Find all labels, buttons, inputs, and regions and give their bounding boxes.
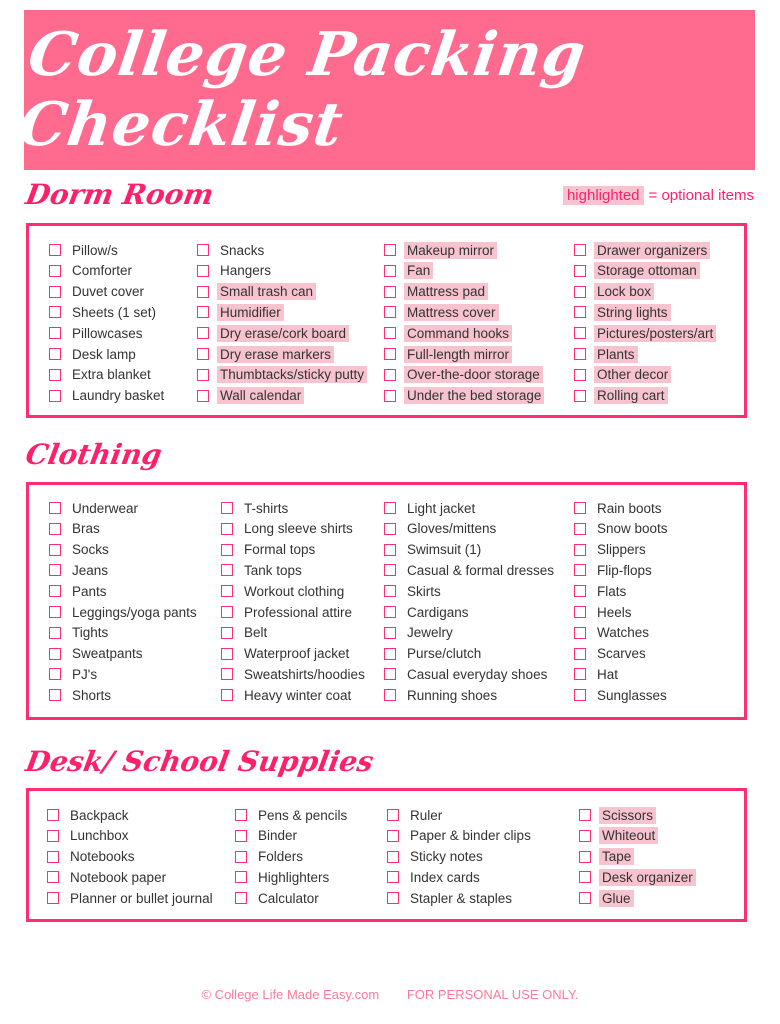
page-title: College Packing Checklist: [14, 20, 591, 160]
item-label: Under the bed storage: [404, 387, 544, 404]
checkbox[interactable]: [574, 502, 586, 514]
legend-text: = optional items: [648, 187, 754, 204]
checkbox[interactable]: [384, 327, 396, 339]
checkbox[interactable]: [221, 523, 233, 535]
checkbox[interactable]: [574, 544, 586, 556]
checkbox[interactable]: [387, 809, 399, 821]
checkbox[interactable]: [221, 648, 233, 660]
item-label: Makeup mirror: [404, 242, 497, 259]
item-label: Extra blanket: [72, 367, 151, 383]
checkbox[interactable]: [49, 286, 61, 298]
checkbox[interactable]: [49, 327, 61, 339]
checklist-item: [384, 303, 499, 321]
checkbox[interactable]: [49, 523, 61, 535]
checklist-item: [574, 624, 652, 642]
checklist-item: [221, 582, 347, 600]
item-label: Fan: [404, 262, 433, 279]
checklist-item: [197, 366, 367, 384]
checkbox[interactable]: [387, 871, 399, 883]
checklist-item: [384, 645, 484, 663]
checklist-item: [384, 520, 499, 538]
item-label: Notebooks: [70, 849, 135, 865]
item-label: Bras: [72, 521, 100, 537]
item-label: Full-length mirror: [404, 346, 512, 363]
checklist-item: [574, 387, 668, 405]
checkbox[interactable]: [574, 369, 586, 381]
checkbox[interactable]: [574, 606, 586, 618]
checklist-item: [574, 262, 700, 280]
item-label: Flats: [597, 583, 627, 599]
item-label: Formal tops: [244, 542, 316, 558]
item-label: Belt: [244, 625, 268, 641]
checklist-item: [49, 387, 167, 405]
checkbox[interactable]: [47, 871, 59, 883]
checklist-item: [221, 686, 354, 704]
checkbox[interactable]: [384, 544, 396, 556]
item-label: Jeans: [72, 562, 109, 578]
checklist-item: [384, 561, 557, 579]
checkbox[interactable]: [49, 502, 61, 514]
checkbox[interactable]: [574, 306, 586, 318]
checkbox[interactable]: [574, 523, 586, 535]
item-label: Hangers: [220, 263, 272, 279]
item-label: Laundry basket: [72, 388, 165, 404]
checkbox[interactable]: [574, 244, 586, 256]
item-label: Heels: [597, 604, 632, 620]
checkbox[interactable]: [49, 648, 61, 660]
checkbox[interactable]: [47, 809, 59, 821]
checklist-item: [579, 889, 634, 907]
checklist-item: [384, 241, 497, 259]
item-label: Flip-flops: [597, 562, 652, 578]
checkbox[interactable]: [49, 390, 61, 402]
checkbox[interactable]: [49, 585, 61, 597]
checkbox[interactable]: [49, 544, 61, 556]
checkbox[interactable]: [384, 390, 396, 402]
item-label: Desk lamp: [72, 346, 136, 362]
item-label: Planner or bullet journal: [70, 890, 213, 906]
item-label: Waterproof jacket: [244, 646, 350, 662]
checkbox[interactable]: [387, 830, 399, 842]
checkbox[interactable]: [197, 390, 209, 402]
checkbox[interactable]: [574, 648, 586, 660]
item-label: Sunglasses: [597, 687, 667, 703]
checklist-item: [574, 541, 649, 559]
item-label: Cardigans: [407, 604, 469, 620]
checkbox[interactable]: [574, 327, 586, 339]
checklist-item: [49, 520, 103, 538]
checkbox[interactable]: [49, 369, 61, 381]
item-label: Long sleeve shirts: [244, 521, 353, 537]
item-label: Calculator: [258, 890, 319, 906]
item-label: Sheets (1 set): [72, 304, 157, 320]
checkbox[interactable]: [197, 286, 209, 298]
checklist-item: [221, 665, 368, 683]
checkbox[interactable]: [384, 369, 396, 381]
item-label: Casual everyday shoes: [407, 666, 548, 682]
checkbox[interactable]: [235, 851, 247, 863]
item-label: T-shirts: [244, 500, 289, 516]
checkbox[interactable]: [235, 809, 247, 821]
item-label: Tights: [72, 625, 109, 641]
item-label: Humidifier: [217, 304, 284, 321]
checklist-item: [574, 499, 665, 517]
legend: [563, 186, 754, 205]
checkbox[interactable]: [384, 627, 396, 639]
checklist-item: [197, 387, 304, 405]
checkbox[interactable]: [47, 851, 59, 863]
checkbox[interactable]: [197, 369, 209, 381]
checklist-item: [574, 561, 655, 579]
item-label: Folders: [258, 849, 304, 865]
item-label: Duvet cover: [72, 284, 145, 300]
checklist-item: [221, 624, 270, 642]
checklist-item: [384, 582, 444, 600]
checklist-item: [49, 499, 141, 517]
checkbox[interactable]: [384, 306, 396, 318]
item-label: Leggings/yoga pants: [72, 604, 197, 620]
checklist-item: [221, 603, 355, 621]
title-banner: [14, 10, 755, 170]
footer: [0, 987, 780, 1002]
checkbox[interactable]: [574, 286, 586, 298]
checkbox[interactable]: [574, 390, 586, 402]
checklist-item: [235, 868, 332, 886]
checklist-item: [221, 520, 356, 538]
item-label: Lock box: [594, 283, 654, 300]
checklist-item: [387, 827, 534, 845]
item-label: Rolling cart: [594, 387, 668, 404]
checklist-item: [49, 345, 139, 363]
checklist-item: [49, 541, 112, 559]
item-label: Pants: [72, 583, 107, 599]
item-label: Highlighters: [258, 869, 330, 885]
checkbox[interactable]: [221, 627, 233, 639]
checklist-item: [387, 848, 486, 866]
checkbox[interactable]: [49, 689, 61, 701]
item-label: Lunchbox: [70, 828, 129, 844]
item-label: Slippers: [597, 542, 646, 558]
checkbox[interactable]: [221, 689, 233, 701]
checkbox[interactable]: [579, 892, 591, 904]
item-label: Pillow/s: [72, 242, 118, 258]
checklist-item: [579, 848, 634, 866]
checklist-item: [49, 645, 146, 663]
item-label: Glue: [599, 890, 634, 907]
item-label: Over-the-door storage: [404, 366, 543, 383]
footer-notice: FOR PERSONAL USE ONLY.: [406, 987, 579, 1002]
item-label: Heavy winter coat: [244, 687, 352, 703]
item-label: Plants: [594, 346, 638, 363]
item-label: Thumbtacks/sticky putty: [217, 366, 367, 383]
checkbox[interactable]: [384, 265, 396, 277]
item-label: Scarves: [597, 646, 646, 662]
legend-highlight-sample: highlighted: [563, 186, 644, 205]
checkbox[interactable]: [574, 668, 586, 680]
item-label: Hat: [597, 666, 619, 682]
item-label: Index cards: [410, 869, 480, 885]
checklist-item: [47, 889, 216, 907]
item-label: Snacks: [220, 242, 265, 258]
checkbox[interactable]: [387, 851, 399, 863]
checkbox[interactable]: [49, 627, 61, 639]
checklist-item: [235, 848, 306, 866]
item-label: Underwear: [72, 500, 139, 516]
checklist-item: [384, 541, 484, 559]
item-label: Tape: [599, 848, 634, 865]
checkbox[interactable]: [221, 606, 233, 618]
checkbox[interactable]: [384, 348, 396, 360]
checklist-item: [49, 283, 147, 301]
item-label: Mattress cover: [404, 304, 499, 321]
item-label: Purse/clutch: [407, 646, 482, 662]
item-label: Comforter: [72, 263, 133, 279]
checkbox[interactable]: [197, 348, 209, 360]
checkbox[interactable]: [235, 830, 247, 842]
checklist-item: [384, 262, 433, 280]
item-label: Scissors: [599, 807, 656, 824]
checklist-item: [197, 262, 274, 280]
checkbox[interactable]: [49, 668, 61, 680]
checkbox[interactable]: [574, 564, 586, 576]
item-label: Swimsuit (1): [407, 542, 482, 558]
item-label: Small trash can: [217, 283, 316, 300]
item-label: Tank tops: [244, 562, 302, 578]
checkbox[interactable]: [579, 871, 591, 883]
checkbox[interactable]: [49, 606, 61, 618]
item-label: Watches: [597, 625, 650, 641]
checklist-item: [384, 499, 478, 517]
checklist-item: [47, 848, 138, 866]
section-title-dorm-room: Dorm Room: [23, 178, 217, 211]
checkbox[interactable]: [221, 585, 233, 597]
checklist-item: [221, 499, 291, 517]
checklist-item: [235, 806, 350, 824]
checkbox[interactable]: [221, 564, 233, 576]
checklist-item: [387, 868, 483, 886]
checkbox[interactable]: [384, 502, 396, 514]
checkbox[interactable]: [235, 892, 247, 904]
checkbox[interactable]: [197, 265, 209, 277]
item-label: Skirts: [407, 583, 441, 599]
item-label: Ruler: [410, 807, 443, 823]
checklist-item: [49, 262, 135, 280]
clothing-checklist: [26, 482, 747, 720]
item-label: Casual & formal dresses: [407, 562, 555, 578]
checkbox[interactable]: [49, 564, 61, 576]
checklist-item: [197, 345, 334, 363]
item-label: Gloves/mittens: [407, 521, 497, 537]
item-label: Command hooks: [404, 325, 512, 342]
checklist-item: [49, 665, 100, 683]
item-label: Wall calendar: [217, 387, 304, 404]
checklist-item: [197, 303, 284, 321]
checkbox[interactable]: [384, 668, 396, 680]
checklist-item: [49, 366, 154, 384]
checklist-item: [384, 624, 456, 642]
dorm-room-checklist: [26, 223, 747, 418]
checklist-item: [574, 686, 670, 704]
checkbox[interactable]: [384, 244, 396, 256]
checklist-item: [49, 603, 200, 621]
checklist-item: [384, 324, 512, 342]
checklist-item: [574, 303, 671, 321]
checklist-item: [197, 241, 267, 259]
checkbox[interactable]: [49, 265, 61, 277]
item-label: Paper & binder clips: [410, 828, 531, 844]
section-title-desk-school-supplies: Desk/ School Supplies: [23, 745, 377, 778]
section-title-clothing: Clothing: [23, 438, 165, 471]
item-label: Desk organizer: [599, 869, 696, 886]
checkbox[interactable]: [221, 502, 233, 514]
checklist-item: [47, 806, 132, 824]
item-label: Light jacket: [407, 500, 476, 516]
item-label: Notebook paper: [70, 869, 167, 885]
item-label: Sweatshirts/hoodies: [244, 666, 365, 682]
checklist-item: [574, 345, 638, 363]
checklist-item: [574, 665, 621, 683]
footer-copyright: © College Life Made Easy.com: [201, 987, 380, 1002]
item-label: Jewelry: [407, 625, 453, 641]
checkbox[interactable]: [574, 689, 586, 701]
item-label: Dry erase/cork board: [217, 325, 349, 342]
item-label: Sweatpants: [72, 646, 143, 662]
checkbox[interactable]: [49, 306, 61, 318]
checkbox[interactable]: [574, 627, 586, 639]
item-label: Backpack: [70, 807, 129, 823]
checklist-item: [574, 645, 649, 663]
checklist-item: [579, 806, 656, 824]
item-label: Running shoes: [407, 687, 498, 703]
checkbox[interactable]: [579, 830, 591, 842]
item-label: Drawer organizers: [594, 242, 710, 259]
checkbox[interactable]: [384, 286, 396, 298]
item-label: PJ's: [72, 666, 98, 682]
checkbox[interactable]: [384, 585, 396, 597]
checkbox[interactable]: [387, 892, 399, 904]
checklist-item: [197, 283, 316, 301]
checkbox[interactable]: [384, 689, 396, 701]
checklist-item: [574, 582, 629, 600]
checklist-item: [49, 624, 111, 642]
checklist-item: [221, 561, 305, 579]
checkbox[interactable]: [384, 606, 396, 618]
checklist-item: [384, 387, 544, 405]
checklist-item: [49, 561, 111, 579]
checklist-item: [387, 806, 445, 824]
checkbox[interactable]: [574, 265, 586, 277]
checklist-item: [47, 868, 169, 886]
checklist-item: [235, 827, 300, 845]
checkbox[interactable]: [384, 564, 396, 576]
checklist-item: [384, 686, 500, 704]
checklist-item: [221, 645, 352, 663]
item-label: Professional attire: [244, 604, 353, 620]
checklist-item: [574, 520, 671, 538]
checkbox[interactable]: [49, 244, 61, 256]
checkbox[interactable]: [579, 851, 591, 863]
checkbox[interactable]: [221, 668, 233, 680]
checkbox[interactable]: [574, 348, 586, 360]
checkbox[interactable]: [49, 348, 61, 360]
checklist-item: [49, 686, 114, 704]
checklist-item: [574, 324, 716, 342]
checklist-item: [221, 541, 318, 559]
checkbox[interactable]: [221, 544, 233, 556]
checklist-item: [574, 366, 671, 384]
item-label: Shorts: [72, 687, 112, 703]
checklist-item: [49, 241, 121, 259]
item-label: Storage ottoman: [594, 262, 700, 279]
item-label: Other decor: [594, 366, 671, 383]
item-label: Snow boots: [597, 521, 668, 537]
checkbox[interactable]: [47, 892, 59, 904]
checkbox[interactable]: [235, 871, 247, 883]
checklist-item: [574, 603, 635, 621]
checklist-item: [384, 283, 488, 301]
checkbox[interactable]: [384, 648, 396, 660]
checklist-item: [49, 582, 110, 600]
desk-school-supplies-checklist: [26, 788, 747, 922]
checklist-item: [579, 827, 658, 845]
item-label: Rain boots: [597, 500, 662, 516]
checklist-item: [574, 241, 710, 259]
item-label: Socks: [72, 542, 109, 558]
checkbox[interactable]: [197, 327, 209, 339]
checkbox[interactable]: [197, 244, 209, 256]
checklist-item: [574, 283, 654, 301]
checklist-item: [49, 324, 146, 342]
item-label: Whiteout: [599, 827, 658, 844]
checkbox[interactable]: [47, 830, 59, 842]
checklist-item: [387, 889, 515, 907]
item-label: Dry erase markers: [217, 346, 334, 363]
item-label: Stapler & staples: [410, 890, 513, 906]
checkbox[interactable]: [574, 585, 586, 597]
item-label: Workout clothing: [244, 583, 345, 599]
checklist-item: [47, 827, 132, 845]
checklist-item: [235, 889, 322, 907]
item-label: Binder: [258, 828, 298, 844]
checklist-item: [49, 303, 159, 321]
item-label: String lights: [594, 304, 671, 321]
checklist-item: [384, 345, 512, 363]
checklist-item: [384, 603, 472, 621]
item-label: Pillowcases: [72, 325, 143, 341]
checklist-item: [384, 665, 550, 683]
item-label: Mattress pad: [404, 283, 488, 300]
checkbox[interactable]: [579, 809, 591, 821]
checkbox[interactable]: [197, 306, 209, 318]
checklist-item: [197, 324, 349, 342]
checklist-item: [384, 366, 543, 384]
item-label: Pictures/posters/art: [594, 325, 716, 342]
checklist-item: [579, 868, 696, 886]
item-label: Pens & pencils: [258, 807, 348, 823]
checkbox[interactable]: [384, 523, 396, 535]
item-label: Sticky notes: [410, 849, 483, 865]
